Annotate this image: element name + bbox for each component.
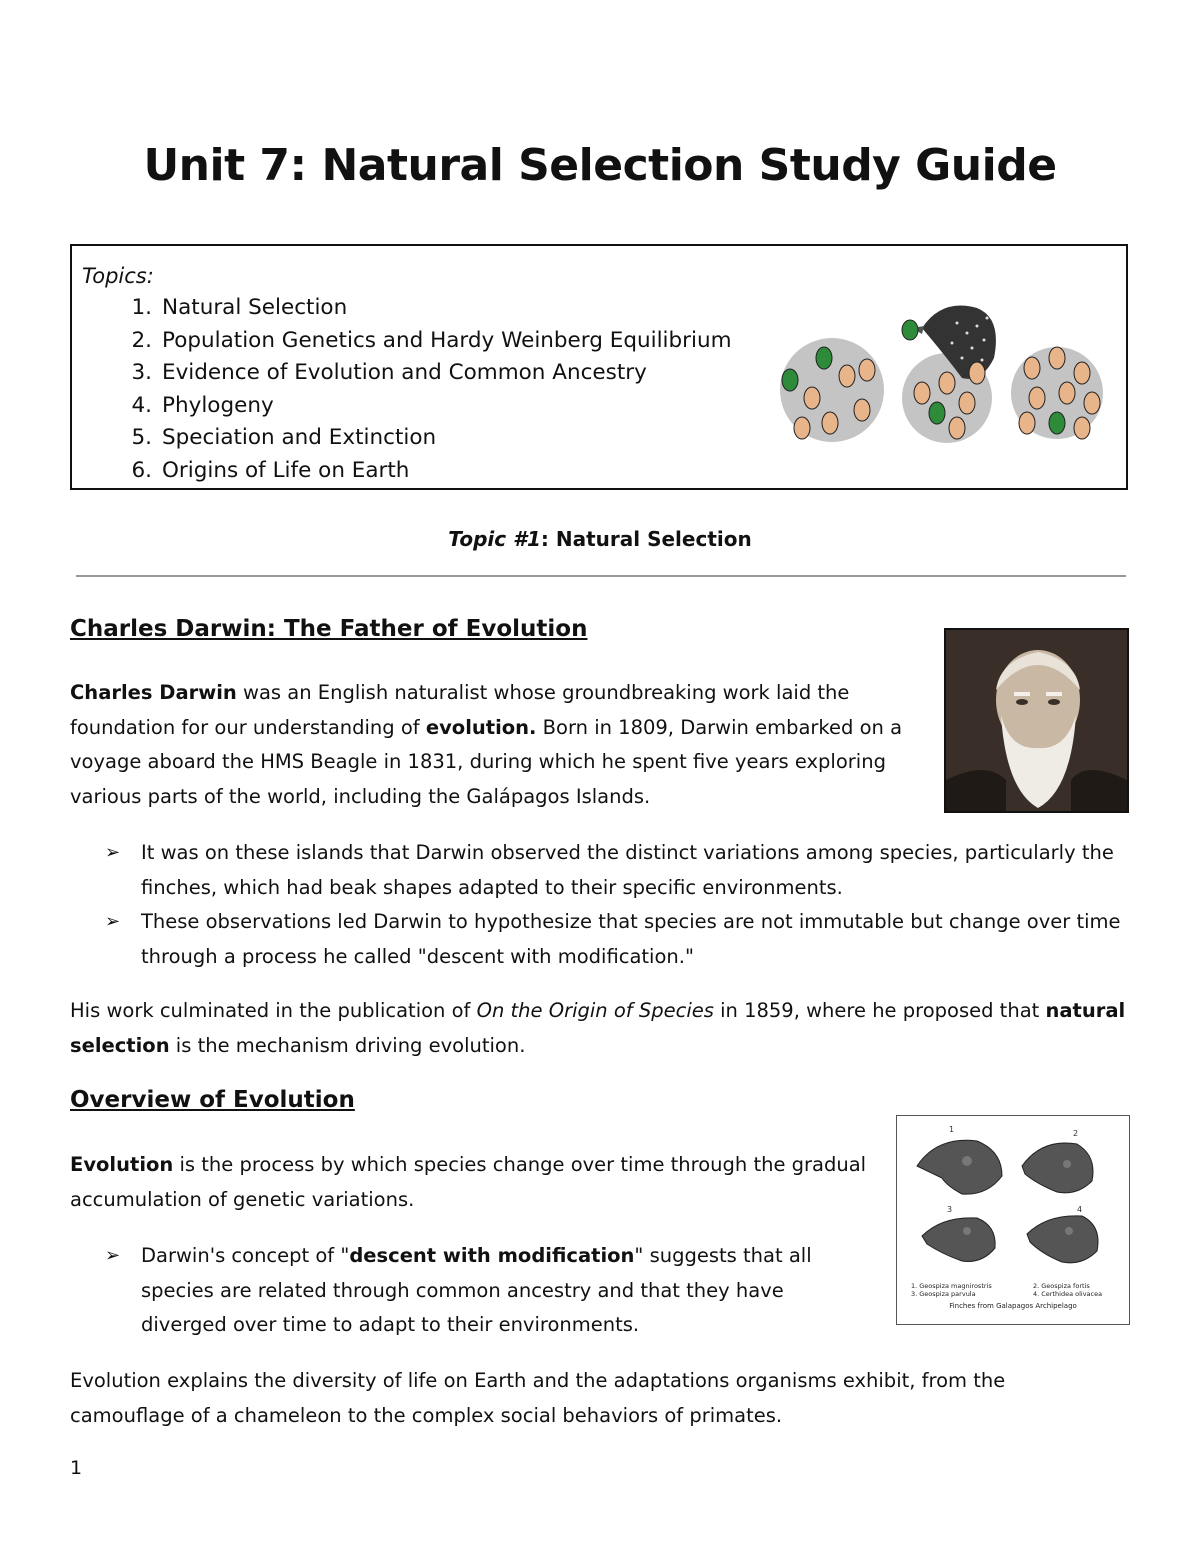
beetle-predation-illustration	[772, 298, 1112, 448]
topic-item: 6. Origins of Life on Earth	[131, 457, 410, 483]
page-number: 1	[70, 1457, 83, 1479]
page-title: Unit 7: Natural Selection Study Guide	[143, 140, 1057, 191]
evolution-definition-paragraph: Evolution is the process by which species change over time through the gradual accumulation of genetic variations.	[70, 1153, 867, 1211]
section-title-darwin: Charles Darwin: The Father of Evolution	[70, 616, 588, 642]
origin-of-species-paragraph: His work culminated in the publication of On the Origin of Species in 1859, where he proposed that natural selection is the mechanism driving evolution.	[70, 999, 1126, 1057]
section-title-overview: Overview of Evolution	[70, 1087, 355, 1113]
overview-bullet-list	[105, 1239, 831, 1343]
topics-label: Topics:	[82, 264, 154, 288]
darwin-finches-figure	[896, 1115, 1130, 1325]
finch-caption: Finches from Galapagos Archipelago	[949, 1302, 1077, 1310]
list-item: ➢ Darwin's concept of "descent with modification" suggests that all species are related through common ancestry and that they have diverged over time to adapt to their environments.	[141, 1239, 831, 1343]
finch-labels-right: 2. Geospiza fortis 4. Certhidea olivacea	[1033, 1282, 1103, 1298]
arrow-bullet-icon: ➢	[105, 911, 121, 932]
topic-item: 2. Population Genetics and Hardy Weinberg Equilibrium	[131, 327, 732, 353]
darwin-portrait	[944, 628, 1129, 813]
finch-number: 4	[1077, 1205, 1083, 1214]
darwin-paragraph: Charles Darwin was an English naturalist whose groundbreaking work laid the foundation for our understanding of evolution. Born in 1809, Darwin embarked on a voyage aboard the HMS Beagle in 1831, during which he spent five years exploring various parts of the world, including the Galápagos Islands.	[70, 681, 903, 808]
finch-labels-left: 1. Geospiza magnirostris 3. Geospiza parvula	[911, 1282, 992, 1298]
list-item: ➢ These observations led Darwin to hypothesize that species are not immutable but change over time through a process he called "descent with modification."	[141, 905, 1141, 974]
diversity-paragraph: Evolution explains the diversity of life on Earth and the adaptations organisms exhibit, from the camouflage of a chameleon to the complex social behaviors of primates.	[70, 1369, 1006, 1427]
list-item: ➢ It was on these islands that Darwin observed the distinct variations among species, particularly the finches, which had beak shapes adapted to their specific environments.	[141, 836, 1141, 905]
finch-number: 2	[1073, 1129, 1079, 1138]
topics-list	[108, 292, 732, 487]
topic-item: 5. Speciation and Extinction	[131, 425, 437, 450]
arrow-bullet-icon: ➢	[105, 842, 121, 863]
finch-number: 1	[949, 1125, 955, 1134]
arrow-bullet-icon: ➢	[105, 1245, 121, 1266]
topic-item: 3. Evidence of Evolution and Common Ancestry	[131, 360, 647, 385]
topic-item: 4. Phylogeny	[131, 392, 274, 418]
topics-box	[70, 244, 1128, 490]
topic-item: 1. Natural Selection	[131, 295, 348, 320]
finch-number: 3	[947, 1205, 953, 1214]
divider	[76, 575, 1126, 577]
darwin-bullet-list	[105, 836, 1141, 974]
topic-heading: Topic #1: Natural Selection	[448, 527, 752, 551]
